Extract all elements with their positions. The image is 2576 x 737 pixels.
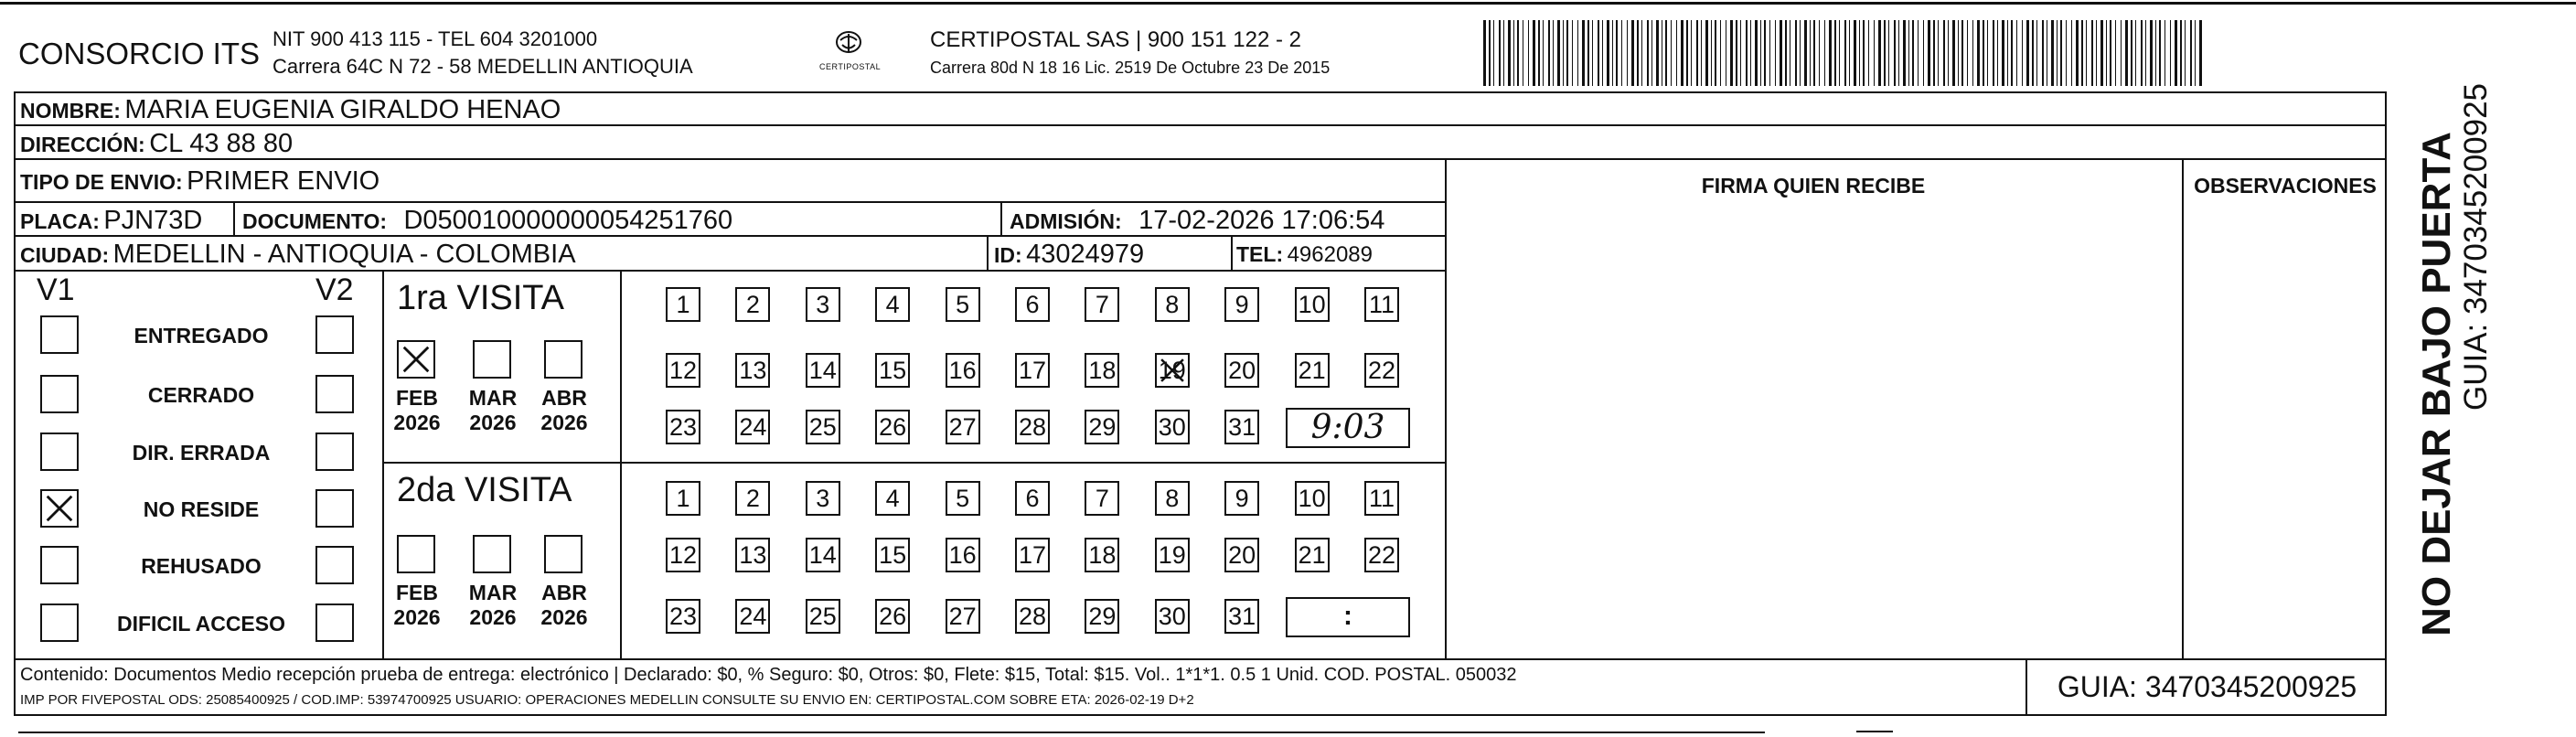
barcode [1483, 20, 2206, 86]
direccion-value: CL 43 88 80 [149, 129, 294, 158]
placa-value: PJN73D [103, 206, 203, 235]
day-box[interactable] [875, 410, 910, 444]
day-number: 12 [668, 357, 698, 384]
visit2-title: 2da VISITA [397, 471, 572, 509]
status-checkbox-v1[interactable] [40, 375, 79, 413]
day-number: 20 [1228, 357, 1256, 384]
day-box[interactable] [806, 538, 840, 572]
status-label: DIR. ERRADA [132, 441, 271, 465]
day-box[interactable] [1295, 287, 1330, 322]
month-name: FEB [396, 581, 438, 604]
day-number: 15 [879, 541, 907, 569]
day-box[interactable] [1224, 599, 1259, 634]
day-box[interactable] [666, 353, 700, 388]
day-box[interactable] [875, 287, 910, 322]
day-box[interactable] [735, 353, 770, 388]
documento-label: DOCUMENTO: [242, 209, 388, 233]
day-number: 9 [1235, 485, 1249, 512]
day-number: 25 [808, 413, 837, 441]
day-box[interactable] [806, 599, 840, 634]
day-box[interactable] [1155, 353, 1190, 388]
day-box[interactable] [946, 353, 980, 388]
month-checkbox[interactable] [397, 340, 435, 379]
status-checkbox-v2[interactable] [315, 603, 354, 642]
day-number: 4 [885, 485, 900, 512]
admision-value: 17-02-2026 17:06:54 [1138, 206, 1385, 235]
day-box[interactable] [735, 287, 770, 322]
admision-label: ADMISIÓN: [1010, 209, 1122, 233]
observaciones-label: OBSERVACIONES [2194, 174, 2377, 198]
status-checkbox-v2[interactable] [315, 489, 354, 528]
status-checkbox-v2[interactable] [315, 433, 354, 471]
company-name: CONSORCIO ITS [18, 37, 261, 70]
day-number: 10 [1298, 485, 1326, 512]
contenido-text: Contenido: Documentos Medio recepción prueba de entrega: electrónico | Declarado: $0, % Seguro: $0, Otros: $0, Flete: $15, Total: $15. Vol.. 1*1*1. 0.5 1 Unid. COD. POSTAL. 050032 [20, 665, 1517, 685]
day-box[interactable] [1015, 599, 1050, 634]
status-label: NO RESIDE [143, 497, 260, 521]
status-checkbox-v1[interactable] [40, 315, 79, 354]
tel-value: 4962089 [1287, 242, 1373, 267]
day-number: 29 [1088, 603, 1117, 630]
day-box[interactable] [806, 353, 840, 388]
status-checkbox-v2[interactable] [315, 375, 354, 413]
v2-label: V2 [315, 272, 354, 307]
month-checkbox[interactable] [397, 535, 435, 573]
day-number: 26 [879, 413, 907, 441]
day-box[interactable] [1224, 353, 1259, 388]
month-name: MAR [468, 581, 518, 604]
day-number: 14 [808, 541, 837, 569]
status-label: DIFICIL ACCESO [116, 612, 285, 636]
day-number: 18 [1088, 541, 1117, 569]
day-box[interactable] [1155, 481, 1190, 516]
documento-value: D050010000000054251760 [403, 206, 733, 235]
day-box[interactable] [1224, 481, 1259, 516]
status-label: REHUSADO [141, 554, 262, 578]
imp-text: IMP POR FIVEPOSTAL ODS: 25085400925 / COD.IMP: 53974700925 USUARIO: OPERACIONES MEDELLIN CONSULTE SU ENVIO EN: CERTIPOSTAL.COM SOBRE ETA: 2026-02-19 D+2 [20, 692, 1194, 708]
day-number: 29 [1088, 413, 1117, 441]
tipo-envio-value: PRIMER ENVIO [187, 166, 380, 196]
day-box[interactable] [1224, 287, 1259, 322]
day-box[interactable] [1295, 538, 1330, 572]
check-mark-icon [399, 342, 433, 377]
day-number: 3 [816, 291, 830, 318]
day-number: 11 [1368, 485, 1395, 512]
time-box[interactable] [1286, 597, 1410, 637]
day-box[interactable] [1224, 410, 1259, 444]
day-box[interactable] [735, 410, 770, 444]
month-year: 2026 [393, 411, 441, 434]
check-mark-icon [42, 491, 77, 526]
day-number: 21 [1298, 357, 1326, 384]
day-number: 7 [1095, 291, 1109, 318]
day-box[interactable] [666, 481, 700, 516]
day-box[interactable] [735, 599, 770, 634]
id-label: ID: [994, 243, 1022, 267]
day-number: 1 [676, 291, 690, 318]
day-box[interactable] [1015, 481, 1050, 516]
month-year: 2026 [393, 605, 441, 629]
day-box[interactable] [735, 538, 770, 572]
day-box[interactable] [1085, 287, 1119, 322]
company-nit: NIT 900 413 115 - TEL 604 3201000 [273, 27, 598, 50]
no-dejar-warning: NO DEJAR BAJO PUERTA [2414, 132, 2459, 636]
month-year: 2026 [469, 605, 517, 629]
tipo-envio-label: TIPO DE ENVIO: [20, 170, 183, 194]
day-box[interactable] [1295, 353, 1330, 388]
side-guia: GUIA: 3470345200925 [2458, 82, 2494, 411]
day-number: 27 [948, 413, 977, 441]
day-box[interactable] [875, 599, 910, 634]
status-checkbox-v2[interactable] [315, 546, 354, 584]
day-box[interactable] [1364, 353, 1399, 388]
status-checkbox-v1[interactable] [40, 546, 79, 584]
day-box[interactable] [666, 538, 700, 572]
day-box[interactable] [875, 481, 910, 516]
day-box[interactable] [946, 410, 980, 444]
direccion-label: DIRECCIÓN: [20, 133, 145, 156]
day-number: 28 [1018, 413, 1047, 441]
day-number: 28 [1018, 603, 1047, 630]
day-number: 23 [668, 413, 698, 441]
day-number: 11 [1368, 291, 1395, 318]
day-number: 2 [745, 485, 760, 512]
day-number: 27 [948, 603, 977, 630]
day-number: 8 [1165, 291, 1180, 318]
month-name: ABR [541, 386, 587, 410]
courier-address: Carrera 80d N 18 16 Lic. 2519 De Octubre 23 De 2015 [930, 59, 1331, 77]
day-box[interactable] [806, 287, 840, 322]
day-box[interactable] [875, 538, 910, 572]
month-name: MAR [468, 386, 518, 410]
day-number: 24 [739, 603, 767, 630]
id-value: 43024979 [1026, 240, 1145, 269]
day-number: 15 [879, 357, 907, 384]
day-number: 17 [1018, 357, 1047, 384]
day-number: 6 [1025, 485, 1040, 512]
day-number: 13 [739, 541, 767, 569]
day-box[interactable] [946, 287, 980, 322]
day-number: 2 [745, 291, 760, 318]
day-number: 9 [1235, 291, 1249, 318]
status-checkbox-v2[interactable] [315, 315, 354, 354]
day-number: 25 [808, 603, 837, 630]
day-box[interactable] [1015, 353, 1050, 388]
day-number: 12 [668, 541, 698, 569]
day-box[interactable] [1015, 538, 1050, 572]
day-number: 16 [948, 541, 977, 569]
day-box[interactable] [946, 481, 980, 516]
day-number: 13 [739, 357, 767, 384]
day-number: 30 [1158, 413, 1186, 441]
day-number: 30 [1158, 603, 1186, 630]
day-number: 3 [816, 485, 830, 512]
certipostal-logo-icon [812, 26, 885, 77]
day-box[interactable] [875, 353, 910, 388]
day-box[interactable] [1015, 287, 1050, 322]
nombre-label: NOMBRE: [20, 99, 121, 123]
tel-label: TEL: [1236, 242, 1284, 266]
day-box[interactable] [1085, 538, 1119, 572]
firma-label: FIRMA QUIEN RECIBE [1701, 174, 1926, 198]
status-checkbox-v1[interactable] [40, 489, 79, 528]
day-box[interactable] [666, 410, 700, 444]
day-number: 5 [956, 291, 970, 318]
day-box[interactable] [1085, 599, 1119, 634]
day-number: 19 [1158, 357, 1186, 384]
day-number: 24 [739, 413, 767, 441]
day-number: 8 [1165, 485, 1180, 512]
visit1-title: 1ra VISITA [397, 279, 565, 317]
month-year: 2026 [469, 411, 517, 434]
day-number: 4 [885, 291, 900, 318]
status-checkbox-v1[interactable] [40, 603, 79, 642]
logo-text: CERTIPOSTAL [819, 62, 882, 71]
day-number: 18 [1088, 357, 1117, 384]
month-name: ABR [541, 581, 587, 604]
day-number: 7 [1095, 485, 1109, 512]
day-box[interactable] [1155, 538, 1190, 572]
day-number: 17 [1018, 541, 1047, 569]
day-number: 1 [676, 485, 690, 512]
day-box[interactable] [946, 599, 980, 634]
day-number: 14 [808, 357, 837, 384]
day-box[interactable] [666, 287, 700, 322]
month-checkbox[interactable] [473, 535, 511, 573]
month-checkbox[interactable] [473, 340, 511, 379]
day-number: 19 [1158, 541, 1186, 569]
day-box[interactable] [806, 481, 840, 516]
status-label: CERRADO [147, 383, 255, 407]
day-box[interactable] [946, 538, 980, 572]
v1-label: V1 [37, 272, 75, 307]
day-box[interactable] [1155, 599, 1190, 634]
footer-guia: GUIA: 3470345200925 [2057, 670, 2357, 703]
day-box[interactable] [1085, 410, 1119, 444]
courier-name: CERTIPOSTAL SAS | 900 151 122 - 2 [930, 27, 1301, 52]
placa-label: PLACA: [20, 209, 100, 233]
month-checkbox[interactable] [544, 535, 583, 573]
month-year: 2026 [540, 411, 588, 434]
time-value: 9:03 [1310, 409, 1385, 446]
day-box[interactable] [806, 410, 840, 444]
day-box[interactable] [1155, 410, 1190, 444]
time-value: : [1343, 601, 1352, 631]
day-number: 10 [1298, 291, 1326, 318]
day-number: 20 [1228, 541, 1256, 569]
day-number: 22 [1367, 357, 1396, 384]
day-box[interactable] [1085, 481, 1119, 516]
day-number: 26 [879, 603, 907, 630]
day-box[interactable] [1364, 287, 1399, 322]
ciudad-label: CIUDAD: [20, 243, 110, 267]
day-number: 6 [1025, 291, 1040, 318]
month-checkbox[interactable] [544, 340, 583, 379]
day-box[interactable] [1015, 410, 1050, 444]
day-number: 5 [956, 485, 970, 512]
day-box[interactable] [1364, 481, 1399, 516]
time-box[interactable] [1286, 408, 1410, 448]
check-mark-icon [1157, 355, 1188, 386]
ciudad-value: MEDELLIN - ANTIOQUIA - COLOMBIA [112, 240, 576, 269]
day-box[interactable] [666, 599, 700, 634]
day-number: 31 [1228, 603, 1256, 630]
day-box[interactable] [1295, 481, 1330, 516]
day-number: 23 [668, 603, 698, 630]
day-number: 31 [1228, 413, 1256, 441]
day-box[interactable] [1155, 287, 1190, 322]
day-box[interactable] [1085, 353, 1119, 388]
day-box[interactable] [1364, 538, 1399, 572]
month-name: FEB [396, 386, 438, 410]
nombre-value: MARIA EUGENIA GIRALDO HENAO [124, 95, 561, 124]
company-address: Carrera 64C N 72 - 58 MEDELLIN ANTIOQUIA [273, 55, 693, 78]
day-box[interactable] [735, 481, 770, 516]
month-year: 2026 [540, 605, 588, 629]
status-label: ENTREGADO [134, 324, 269, 347]
day-number: 16 [948, 357, 977, 384]
day-box[interactable] [1224, 538, 1259, 572]
day-number: 21 [1298, 541, 1326, 569]
day-number: 22 [1367, 541, 1396, 569]
status-checkbox-v1[interactable] [40, 433, 79, 471]
